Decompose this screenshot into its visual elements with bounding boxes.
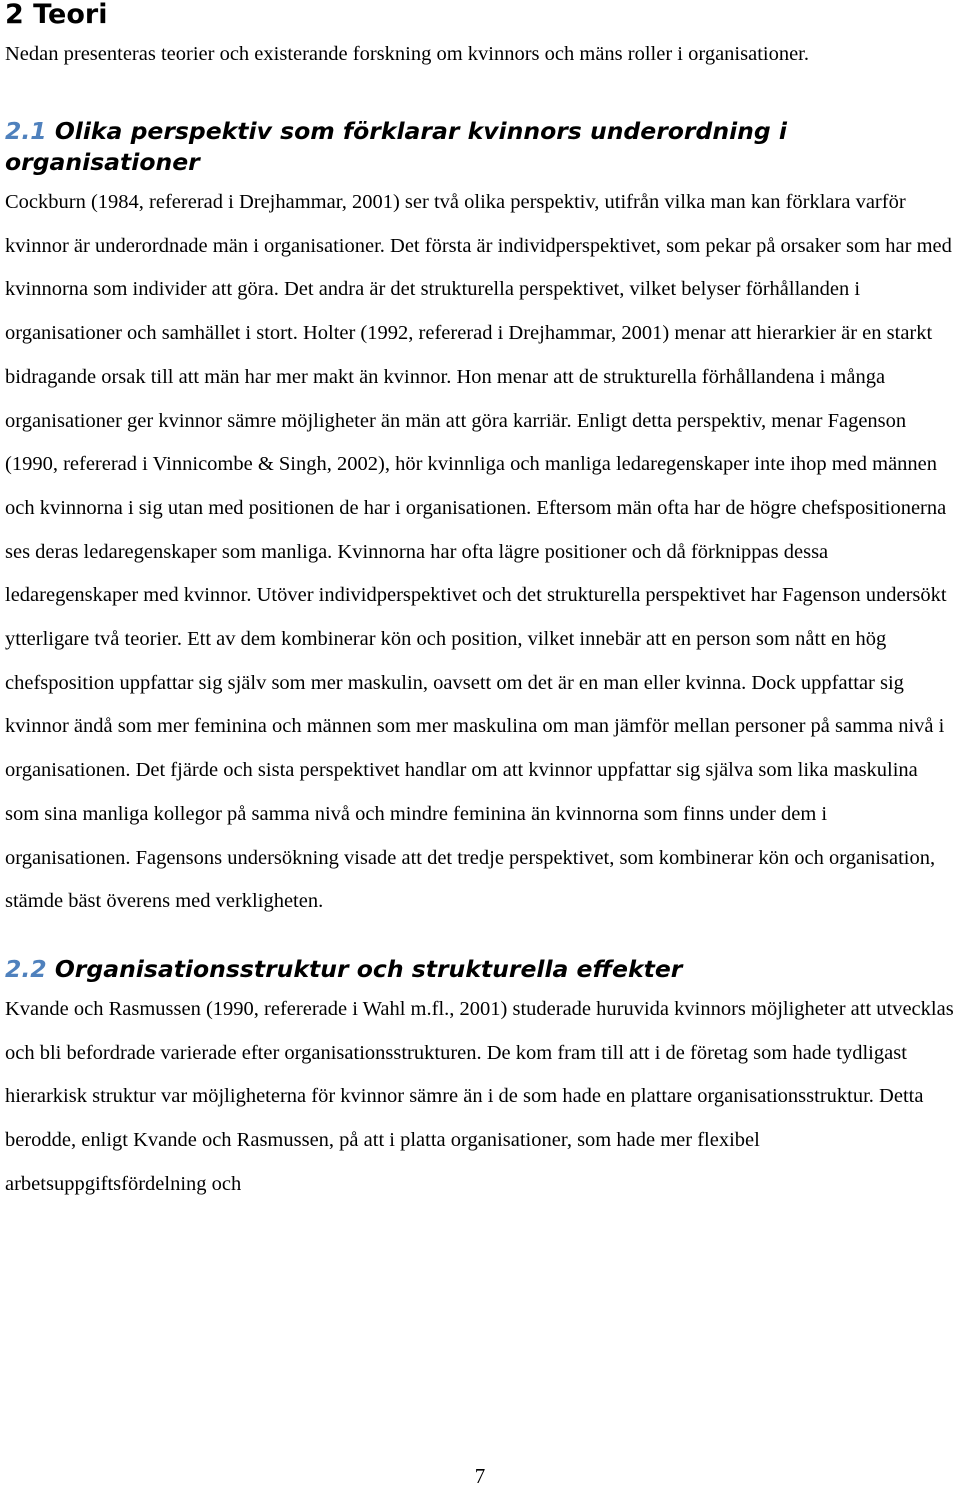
section-heading: 2 Teori [5,0,108,30]
subsection-2-2-paragraph: Kvande och Rasmussen (1990, refererade i Wahl m.fl., 2001) studerade huruvida kvinnors möjligheter att utvecklas och bli befordrade varierade efter organisationsstrukturen. De kom fram till att i de företag som hade tydligast hierarkisk struktur var möjligheterna för kvinnor sämre än i de som hade en plattare organisationsstruktur. Detta berodde, enligt Kvande och Rasmussen, på att i platta organisationer, som hade mer flexibel arbetsuppgiftsfördelning och [5,997,954,1195]
subsection-title: Organisationsstruktur och strukturella effekter [46,954,683,983]
subsection-title: Olika perspektiv som förklarar kvinnors underordning i organisationer [5,117,787,176]
subsection-heading-2-2 [5,954,957,985]
subsection-number: 2.1 [5,117,47,145]
subsection-2-1-paragraph: Cockburn (1984, refererad i Drejhammar, 2001) ser två olika perspektiv, utifrån vilka man kan förklara varför kvinnor är underordnade män i organisationer. Det första är individperspektivet, som pekar på orsaker som har med kvinnorna som individer att göra. Det andra är det strukturella perspektivet, vilket belyser förhållanden i organisationer och samhället i stort. Holter (1992, refererad i Drejhammar, 2001) menar att hierarkier är en starkt bidragande orsak till att män har mer makt än kvinnor. Hon menar att de strukturella förhållandena i många organisationer ger kvinnor sämre möjligheter än män att göra karriär. Enligt detta perspektiv, menar Fagenson (1990, refererad i Vinnicombe & Singh, 2002), hör kvinnliga och manliga ledaregenskaper inte ihop med männen och kvinnorna i sig utan med positionen de har i organisationen. Eftersom män ofta har de högre chefspositionerna ses deras ledaregenskaper som manliga. Kvinnorna har ofta lägre positioner och då förknippas dessa ledaregenskaper med kvinnor. Utöver individperspektivet och det strukturella perspektivet har Fagenson undersökt ytterligare två teorier. Ett av dem kombinerar kön och position, vilket innebär att en person som nått en hög chefsposition uppfattar sig själv som mer maskulin, oavsett om det är en man eller kvinna. Dock uppfattar sig kvinnor ändå som mer feminina och männen som mer maskulina om man jämför mellan personer på samma nivå i organisationen. Det fjärde och sista perspektivet handlar om att kvinnor uppfattar sig själva som lika maskulina som sina manliga kollegor på samma nivå och mindre feminina än kvinnorna som finns under dem i organisationen. Fagensons undersökning visade att det tredje perspektivet, som kombinerar kön och organisation, stämde bäst överens med verkligheten. [5,191,952,913]
section-lead-paragraph: Nedan presenteras teorier och existerande forskning om kvinnors och mäns roller i organisationer. [5,43,810,65]
subsection-heading-2-1 [5,116,957,178]
subsection-number: 2.2 [5,954,47,983]
document-page [5,0,957,1206]
page-number: 7 [474,1464,486,1488]
